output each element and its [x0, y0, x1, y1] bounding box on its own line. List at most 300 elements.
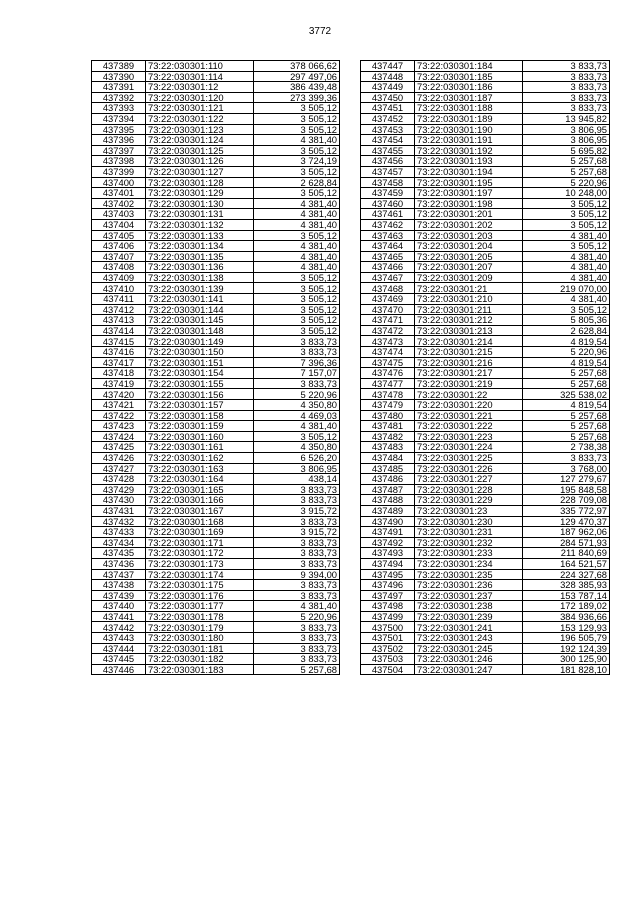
- record-number-cell: 437405: [92, 230, 146, 241]
- table-row: [361, 537, 610, 548]
- record-number-cell: 437459: [361, 188, 415, 199]
- value-cell: 3 505,12: [254, 315, 340, 326]
- record-number-cell: 437419: [92, 378, 146, 389]
- cadastral-number-cell: 73:22:030301:166: [146, 495, 254, 506]
- value-cell: 187 962,06: [523, 527, 610, 538]
- value-cell: 5 257,68: [523, 410, 610, 421]
- table-row: [92, 400, 340, 411]
- cadastral-number-cell: 73:22:030301:141: [146, 294, 254, 305]
- value-cell: 2 628,84: [254, 177, 340, 188]
- table-row: [92, 113, 340, 124]
- table-row: [92, 463, 340, 474]
- cadastral-number-cell: 73:22:030301:150: [146, 347, 254, 358]
- record-number-cell: 437436: [92, 558, 146, 569]
- cadastral-number-cell: 73:22:030301:154: [146, 368, 254, 379]
- record-number-cell: 437399: [92, 166, 146, 177]
- value-cell: 153 129,93: [523, 622, 610, 633]
- table-row: [361, 156, 610, 167]
- cadastral-number-cell: 73:22:030301:191: [415, 135, 523, 146]
- value-cell: 172 189,02: [523, 601, 610, 612]
- record-number-cell: 437410: [92, 283, 146, 294]
- cadastral-number-cell: 73:22:030301:197: [415, 188, 523, 199]
- cadastral-number-cell: 73:22:030301:148: [146, 325, 254, 336]
- value-cell: 4 381,40: [523, 262, 610, 273]
- table-row: [361, 400, 610, 411]
- cadastral-number-cell: 73:22:030301:21: [415, 283, 523, 294]
- value-cell: 5 220,96: [254, 611, 340, 622]
- record-number-cell: 437491: [361, 527, 415, 538]
- table-row: [361, 410, 610, 421]
- table-row: [92, 336, 340, 347]
- table-row: [92, 177, 340, 188]
- cadastral-number-cell: 73:22:030301:230: [415, 516, 523, 527]
- record-number-cell: 437462: [361, 219, 415, 230]
- table-row: [361, 209, 610, 220]
- table-row: [92, 198, 340, 209]
- table-row: [92, 92, 340, 103]
- cadastral-number-cell: 73:22:030301:144: [146, 304, 254, 315]
- table-row: [92, 325, 340, 336]
- record-number-cell: 437407: [92, 251, 146, 262]
- record-number-cell: 437493: [361, 548, 415, 559]
- cadastral-number-cell: 73:22:030301:201: [415, 209, 523, 220]
- table-row: [361, 558, 610, 569]
- value-cell: 3 833,73: [254, 484, 340, 495]
- table-row: [361, 654, 610, 665]
- record-number-cell: 437415: [92, 336, 146, 347]
- value-cell: 4 381,40: [254, 135, 340, 146]
- value-cell: 300 125,90: [523, 654, 610, 665]
- table-row: [361, 325, 610, 336]
- value-cell: 3 806,95: [523, 135, 610, 146]
- record-number-cell: 437447: [361, 61, 415, 72]
- value-cell: 4 381,40: [523, 251, 610, 262]
- table-row: [361, 272, 610, 283]
- record-number-cell: 437440: [92, 601, 146, 612]
- value-cell: 195 848,58: [523, 484, 610, 495]
- value-cell: 127 279,67: [523, 474, 610, 485]
- cadastral-number-cell: 73:22:030301:136: [146, 262, 254, 273]
- value-cell: 4 381,40: [254, 198, 340, 209]
- cadastral-number-cell: 73:22:030301:234: [415, 558, 523, 569]
- value-cell: 3 505,12: [254, 230, 340, 241]
- record-number-cell: 437422: [92, 410, 146, 421]
- table-row: [92, 283, 340, 294]
- value-cell: 3 505,12: [254, 283, 340, 294]
- table-row: [92, 61, 340, 72]
- record-number-cell: 437456: [361, 156, 415, 167]
- table-row: [92, 580, 340, 591]
- table-row: [92, 304, 340, 315]
- record-number-cell: 437446: [92, 664, 146, 675]
- record-number-cell: 437461: [361, 209, 415, 220]
- record-number-cell: 437444: [92, 643, 146, 654]
- cadastral-number-cell: 73:22:030301:202: [415, 219, 523, 230]
- record-number-cell: 437475: [361, 357, 415, 368]
- value-cell: 3 505,12: [523, 198, 610, 209]
- record-number-cell: 437408: [92, 262, 146, 273]
- record-number-cell: 437424: [92, 431, 146, 442]
- value-cell: 13 945,82: [523, 113, 610, 124]
- table-row: [92, 145, 340, 156]
- record-number-cell: 437420: [92, 389, 146, 400]
- cadastral-number-cell: 73:22:030301:165: [146, 484, 254, 495]
- record-number-cell: 437480: [361, 410, 415, 421]
- table-row: [361, 145, 610, 156]
- table-row: [92, 537, 340, 548]
- record-number-cell: 437393: [92, 103, 146, 114]
- value-cell: 9 394,00: [254, 569, 340, 580]
- table-row: [92, 664, 340, 675]
- value-cell: 4 381,40: [254, 219, 340, 230]
- cadastral-number-cell: 73:22:030301:161: [146, 442, 254, 453]
- cadastral-number-cell: 73:22:030301:151: [146, 357, 254, 368]
- table-row: [92, 347, 340, 358]
- cadastral-number-cell: 73:22:030301:184: [415, 61, 523, 72]
- value-cell: 3 505,12: [254, 103, 340, 114]
- record-number-cell: 437441: [92, 611, 146, 622]
- cadastral-number-cell: 73:22:030301:179: [146, 622, 254, 633]
- cadastral-number-cell: 73:22:030301:239: [415, 611, 523, 622]
- value-cell: 3 833,73: [523, 452, 610, 463]
- table-row: [361, 474, 610, 485]
- record-number-cell: 437425: [92, 442, 146, 453]
- table-row: [92, 156, 340, 167]
- cadastral-number-cell: 73:22:030301:207: [415, 262, 523, 273]
- value-cell: 328 385,93: [523, 580, 610, 591]
- cadastral-number-cell: 73:22:030301:23: [415, 505, 523, 516]
- table-row: [92, 241, 340, 252]
- value-cell: 3 724,19: [254, 156, 340, 167]
- cadastral-number-cell: 73:22:030301:226: [415, 463, 523, 474]
- record-number-cell: 437500: [361, 622, 415, 633]
- record-number-cell: 437443: [92, 633, 146, 644]
- cadastral-number-cell: 73:22:030301:237: [415, 590, 523, 601]
- record-number-cell: 437468: [361, 283, 415, 294]
- table-row: [92, 474, 340, 485]
- cadastral-number-cell: 73:22:030301:192: [415, 145, 523, 156]
- record-number-cell: 437483: [361, 442, 415, 453]
- record-number-cell: 437458: [361, 177, 415, 188]
- table-row: [361, 251, 610, 262]
- table-row: [361, 569, 610, 580]
- value-cell: 4 381,40: [254, 262, 340, 273]
- table-row: [92, 124, 340, 135]
- record-number-cell: 437437: [92, 569, 146, 580]
- cadastral-number-cell: 73:22:030301:177: [146, 601, 254, 612]
- table-row: [361, 548, 610, 559]
- cadastral-number-cell: 73:22:030301:163: [146, 463, 254, 474]
- table-row: [361, 516, 610, 527]
- value-cell: 4 350,80: [254, 400, 340, 411]
- cadastral-number-cell: 73:22:030301:198: [415, 198, 523, 209]
- value-cell: 6 526,20: [254, 452, 340, 463]
- record-number-cell: 437413: [92, 315, 146, 326]
- table-row: [92, 516, 340, 527]
- record-number-cell: 437501: [361, 633, 415, 644]
- cadastral-number-cell: 73:22:030301:222: [415, 421, 523, 432]
- table-row: [92, 527, 340, 538]
- record-number-cell: 437455: [361, 145, 415, 156]
- cadastral-number-cell: 73:22:030301:123: [146, 124, 254, 135]
- cadastral-number-cell: 73:22:030301:183: [146, 664, 254, 675]
- value-cell: 4 381,40: [254, 421, 340, 432]
- value-cell: 3 833,73: [254, 654, 340, 665]
- record-number-cell: 437450: [361, 92, 415, 103]
- table-row: [92, 548, 340, 559]
- value-cell: 164 521,57: [523, 558, 610, 569]
- value-cell: 219 070,00: [523, 283, 610, 294]
- value-cell: 3 505,12: [254, 113, 340, 124]
- record-number-cell: 437504: [361, 664, 415, 675]
- table-row: [92, 315, 340, 326]
- value-cell: 4 381,40: [523, 294, 610, 305]
- cadastral-number-cell: 73:22:030301:134: [146, 241, 254, 252]
- value-cell: 4 819,54: [523, 336, 610, 347]
- value-cell: 3 833,73: [523, 71, 610, 82]
- record-number-cell: 437481: [361, 421, 415, 432]
- cadastral-number-cell: 73:22:030301:171: [146, 537, 254, 548]
- record-number-cell: 437489: [361, 505, 415, 516]
- value-cell: 3 833,73: [254, 548, 340, 559]
- cadastral-number-cell: 73:22:030301:132: [146, 219, 254, 230]
- record-number-cell: 437428: [92, 474, 146, 485]
- value-cell: 438,14: [254, 474, 340, 485]
- cadastral-number-cell: 73:22:030301:168: [146, 516, 254, 527]
- value-cell: 4 381,40: [254, 251, 340, 262]
- value-cell: 3 833,73: [254, 537, 340, 548]
- value-cell: 3 915,72: [254, 505, 340, 516]
- record-number-cell: 437472: [361, 325, 415, 336]
- table-row: [92, 82, 340, 93]
- cadastral-number-cell: 73:22:030301:122: [146, 113, 254, 124]
- record-number-cell: 437391: [92, 82, 146, 93]
- record-number-cell: 437469: [361, 294, 415, 305]
- table-row: [361, 611, 610, 622]
- table-row: [361, 633, 610, 644]
- table-row: [361, 188, 610, 199]
- cadastral-number-cell: 73:22:030301:173: [146, 558, 254, 569]
- cadastral-number-cell: 73:22:030301:204: [415, 241, 523, 252]
- record-number-cell: 437452: [361, 113, 415, 124]
- cadastral-number-cell: 73:22:030301:213: [415, 325, 523, 336]
- cadastral-number-cell: 73:22:030301:225: [415, 452, 523, 463]
- table-row: [361, 219, 610, 230]
- cadastral-number-cell: 73:22:030301:139: [146, 283, 254, 294]
- cadastral-number-cell: 73:22:030301:228: [415, 484, 523, 495]
- record-number-cell: 437464: [361, 241, 415, 252]
- record-number-cell: 437417: [92, 357, 146, 368]
- value-cell: 228 709,08: [523, 495, 610, 506]
- table-row: [361, 71, 610, 82]
- cadastral-number-cell: 73:22:030301:133: [146, 230, 254, 241]
- cadastral-number-cell: 73:22:030301:159: [146, 421, 254, 432]
- value-cell: 3 505,12: [523, 209, 610, 220]
- cadastral-number-cell: 73:22:030301:246: [415, 654, 523, 665]
- value-cell: 4 819,54: [523, 400, 610, 411]
- record-number-cell: 437427: [92, 463, 146, 474]
- table-row: [92, 251, 340, 262]
- table-row: [361, 495, 610, 506]
- table-row: [361, 82, 610, 93]
- table-row: [361, 622, 610, 633]
- value-cell: 4 350,80: [254, 442, 340, 453]
- record-number-cell: 437488: [361, 495, 415, 506]
- cadastral-number-cell: 73:22:030301:157: [146, 400, 254, 411]
- value-cell: 3 505,12: [254, 294, 340, 305]
- record-number-cell: 437429: [92, 484, 146, 495]
- cadastral-number-cell: 73:22:030301:149: [146, 336, 254, 347]
- record-number-cell: 437439: [92, 590, 146, 601]
- cadastral-number-cell: 73:22:030301:126: [146, 156, 254, 167]
- value-cell: 2 738,38: [523, 442, 610, 453]
- cadastral-number-cell: 73:22:030301:238: [415, 601, 523, 612]
- record-number-cell: 437390: [92, 71, 146, 82]
- record-number-cell: 437430: [92, 495, 146, 506]
- value-cell: 273 399,36: [254, 92, 340, 103]
- value-cell: 3 833,73: [254, 633, 340, 644]
- cadastral-number-cell: 73:22:030301:243: [415, 633, 523, 644]
- table-row: [361, 442, 610, 453]
- value-cell: 3 505,12: [254, 304, 340, 315]
- record-number-cell: 437394: [92, 113, 146, 124]
- table-row: [92, 601, 340, 612]
- table-row: [361, 198, 610, 209]
- record-number-cell: 437409: [92, 272, 146, 283]
- cadastral-number-cell: 73:22:030301:223: [415, 431, 523, 442]
- table-row: [92, 410, 340, 421]
- record-number-cell: 437451: [361, 103, 415, 114]
- record-number-cell: 437426: [92, 452, 146, 463]
- table-row: [361, 135, 610, 146]
- value-cell: 5 805,36: [523, 315, 610, 326]
- value-cell: 5 257,68: [523, 368, 610, 379]
- right-register-table: [360, 60, 610, 675]
- value-cell: 4 381,40: [254, 601, 340, 612]
- cadastral-number-cell: 73:22:030301:195: [415, 177, 523, 188]
- table-row: [361, 664, 610, 675]
- value-cell: 4 819,54: [523, 357, 610, 368]
- table-row: [92, 421, 340, 432]
- table-row: [92, 654, 340, 665]
- record-number-cell: 437457: [361, 166, 415, 177]
- table-row: [92, 633, 340, 644]
- cadastral-number-cell: 73:22:030301:229: [415, 495, 523, 506]
- table-row: [361, 463, 610, 474]
- record-number-cell: 437438: [92, 580, 146, 591]
- table-row: [361, 315, 610, 326]
- cadastral-number-cell: 73:22:030301:181: [146, 643, 254, 654]
- record-number-cell: 437484: [361, 452, 415, 463]
- value-cell: 224 327,68: [523, 569, 610, 580]
- table-row: [361, 452, 610, 463]
- cadastral-number-cell: 73:22:030301:211: [415, 304, 523, 315]
- cadastral-number-cell: 73:22:030301:232: [415, 537, 523, 548]
- cadastral-number-cell: 73:22:030301:175: [146, 580, 254, 591]
- value-cell: 3 833,73: [254, 516, 340, 527]
- record-number-cell: 437395: [92, 124, 146, 135]
- value-cell: 3 505,12: [523, 241, 610, 252]
- record-number-cell: 437499: [361, 611, 415, 622]
- table-row: [361, 643, 610, 654]
- table-row: [361, 103, 610, 114]
- cadastral-number-cell: 73:22:030301:205: [415, 251, 523, 262]
- record-number-cell: 437432: [92, 516, 146, 527]
- table-row: [361, 389, 610, 400]
- value-cell: 4 381,40: [523, 272, 610, 283]
- table-row: [92, 431, 340, 442]
- record-number-cell: 437477: [361, 378, 415, 389]
- record-number-cell: 437412: [92, 304, 146, 315]
- cadastral-number-cell: 73:22:030301:194: [415, 166, 523, 177]
- cadastral-number-cell: 73:22:030301:145: [146, 315, 254, 326]
- record-number-cell: 437487: [361, 484, 415, 495]
- table-row: [92, 368, 340, 379]
- value-cell: 10 248,00: [523, 188, 610, 199]
- table-row: [92, 357, 340, 368]
- table-row: [92, 484, 340, 495]
- cadastral-number-cell: 73:22:030301:110: [146, 61, 254, 72]
- table-row: [361, 378, 610, 389]
- cadastral-number-cell: 73:22:030301:22: [415, 389, 523, 400]
- cadastral-number-cell: 73:22:030301:220: [415, 400, 523, 411]
- value-cell: 3 505,12: [254, 325, 340, 336]
- value-cell: 3 505,12: [523, 219, 610, 230]
- cadastral-number-cell: 73:22:030301:121: [146, 103, 254, 114]
- cadastral-number-cell: 73:22:030301:236: [415, 580, 523, 591]
- table-row: [92, 590, 340, 601]
- table-row: [361, 230, 610, 241]
- table-row: [92, 569, 340, 580]
- cadastral-number-cell: 73:22:030301:215: [415, 347, 523, 358]
- table-row: [92, 262, 340, 273]
- table-row: [361, 166, 610, 177]
- value-cell: 3 505,12: [254, 145, 340, 156]
- value-cell: 5 257,68: [523, 156, 610, 167]
- record-number-cell: 437398: [92, 156, 146, 167]
- cadastral-number-cell: 73:22:030301:245: [415, 643, 523, 654]
- value-cell: 3 833,73: [254, 580, 340, 591]
- value-cell: 3 833,73: [254, 347, 340, 358]
- record-number-cell: 437460: [361, 198, 415, 209]
- cadastral-number-cell: 73:22:030301:209: [415, 272, 523, 283]
- record-number-cell: 437421: [92, 400, 146, 411]
- record-number-cell: 437396: [92, 135, 146, 146]
- cadastral-number-cell: 73:22:030301:12: [146, 82, 254, 93]
- cadastral-number-cell: 73:22:030301:120: [146, 92, 254, 103]
- cadastral-number-cell: 73:22:030301:129: [146, 188, 254, 199]
- value-cell: 5 257,68: [523, 378, 610, 389]
- table-row: [92, 558, 340, 569]
- value-cell: 3 505,12: [254, 431, 340, 442]
- table-row: [361, 113, 610, 124]
- value-cell: 4 381,40: [254, 209, 340, 220]
- value-cell: 7 157,07: [254, 368, 340, 379]
- record-number-cell: 437435: [92, 548, 146, 559]
- value-cell: 3 768,00: [523, 463, 610, 474]
- table-row: [92, 622, 340, 633]
- cadastral-number-cell: 73:22:030301:172: [146, 548, 254, 559]
- value-cell: 4 381,40: [254, 241, 340, 252]
- table-row: [361, 92, 610, 103]
- record-number-cell: 437448: [361, 71, 415, 82]
- value-cell: 378 066,62: [254, 61, 340, 72]
- record-number-cell: 437497: [361, 590, 415, 601]
- cadastral-number-cell: 73:22:030301:155: [146, 378, 254, 389]
- cadastral-number-cell: 73:22:030301:114: [146, 71, 254, 82]
- record-number-cell: 437416: [92, 347, 146, 358]
- cadastral-number-cell: 73:22:030301:156: [146, 389, 254, 400]
